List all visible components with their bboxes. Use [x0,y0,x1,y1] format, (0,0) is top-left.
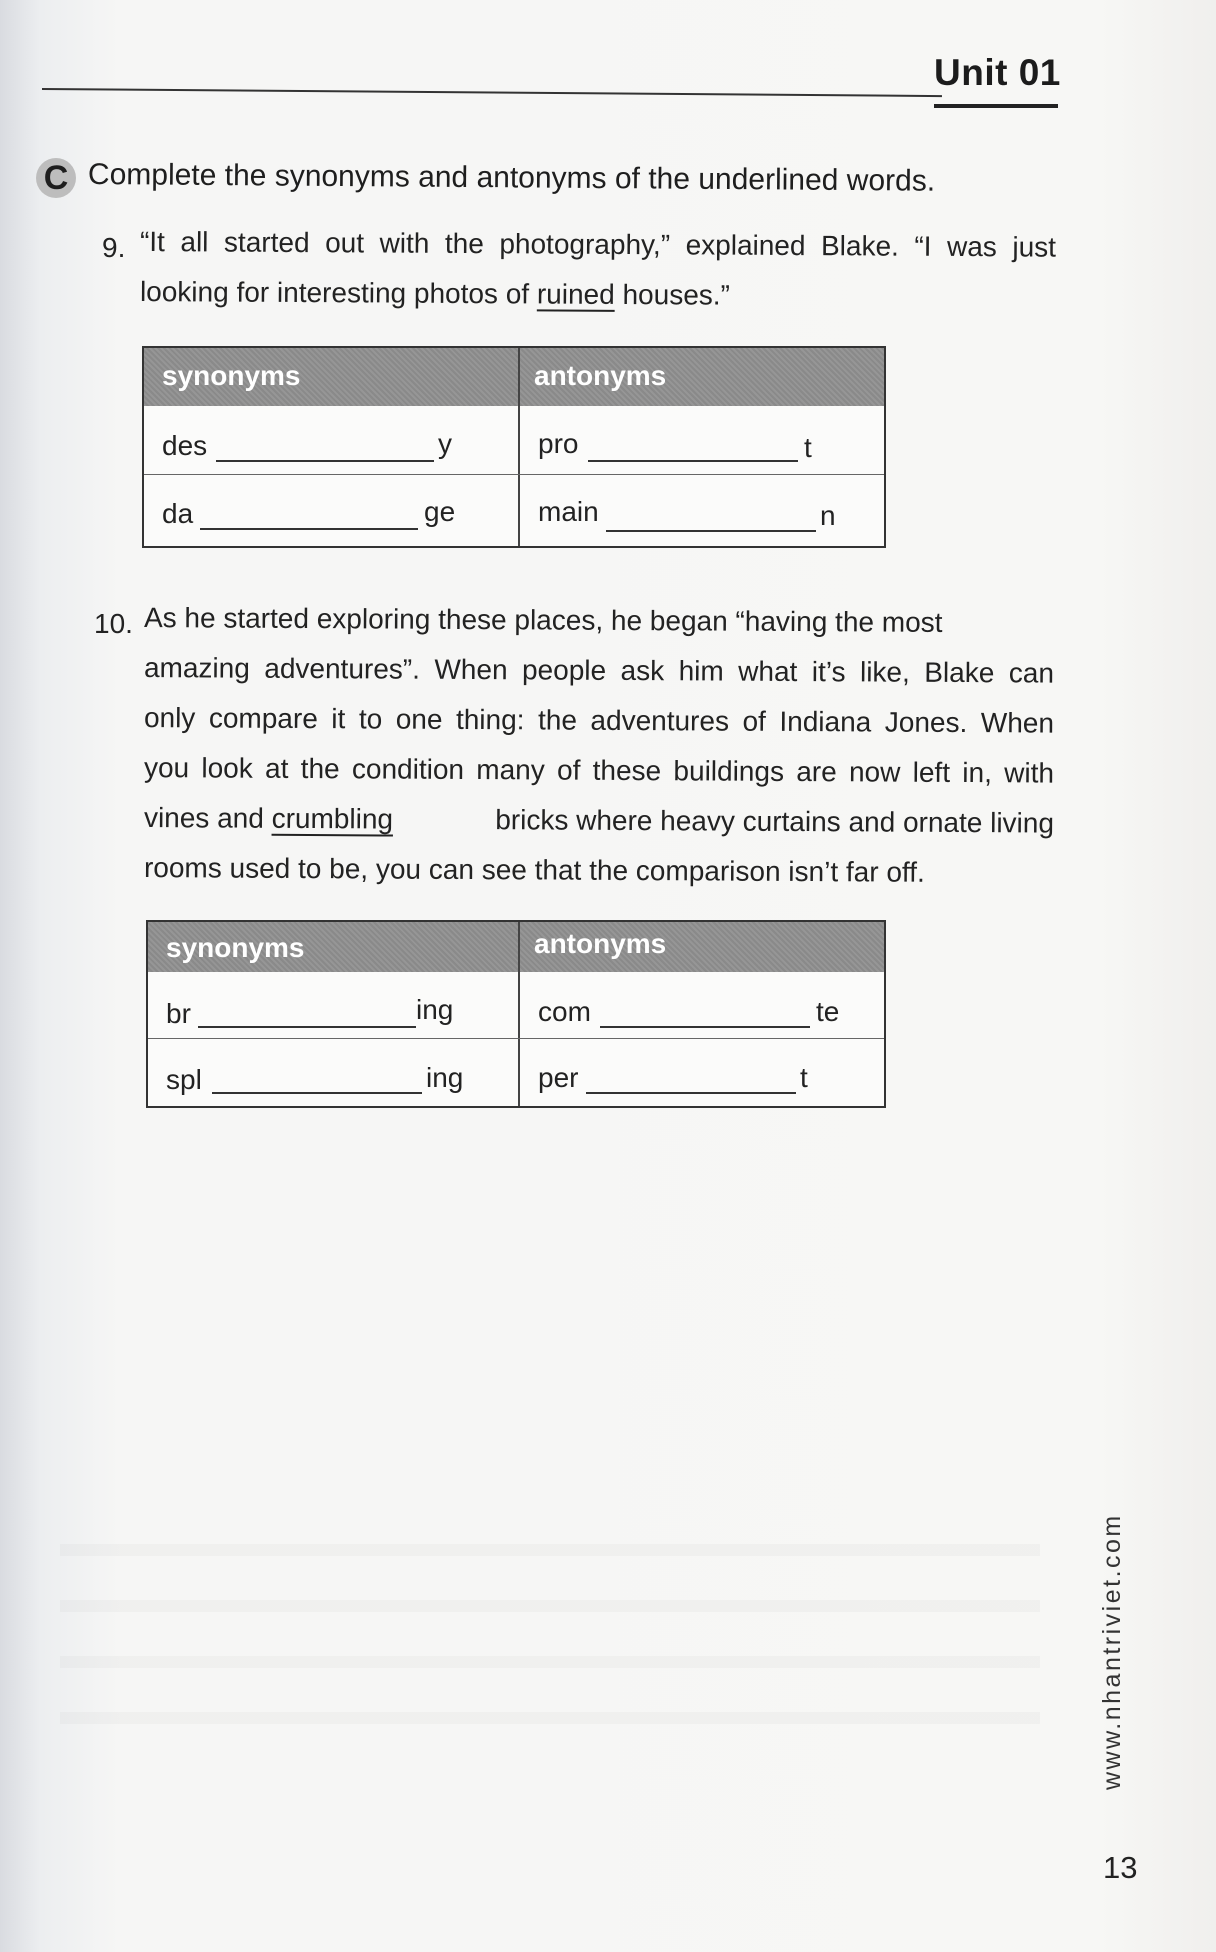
synonym-1-blank[interactable] [216,460,434,462]
question-10-number: 10. [94,608,133,639]
antonym-2-suffix: n [820,500,836,531]
publisher-website: www.nhantriviet.com [1098,1513,1126,1790]
unit-title-underline [934,104,1058,108]
page-number: 13 [1103,1850,1138,1885]
question-9-number: 9. [102,232,126,263]
question-10-line-1: As he started exploring these places, he began “having the most [143,602,943,638]
synonym-2-suffix: ge [424,496,456,527]
antonym-2-blank[interactable] [586,1092,796,1094]
antonyms-header: antonyms [534,928,667,959]
question-10-line-3: only compare it to one thing: the adventures of Indiana Jones. When [143,702,1055,739]
header-rule [42,88,942,97]
synonym-1-suffix: ing [416,994,454,1025]
section-instruction: Complete the synonyms and antonyms of the underlined words. [87,158,936,198]
synonyms-header: synonyms [162,360,301,391]
synonym-2-prefix: da [162,498,194,529]
question-9-word-table [142,346,886,548]
question-10-word-table [146,920,886,1108]
question-10-line-5-start [144,802,393,836]
question-10-line-6: rooms used to be, you can see that the comparison isn’t far off. [143,852,925,888]
question-10-line-2: amazing adventures”. When people ask him what it’s like, Blake can [143,652,1055,689]
page-bleed-through [60,1500,1040,1760]
column-divider [518,922,520,1106]
question-9-text-end: houses.” [614,278,731,311]
antonym-2-prefix: main [538,496,599,527]
question-10-line-5-end: bricks where heavy curtains and ornate living [495,804,1055,839]
question-10-line-5 [144,802,1054,840]
row-divider [144,474,884,475]
antonym-1-blank[interactable] [588,460,798,462]
synonym-1-suffix: y [438,428,452,459]
column-divider [518,348,520,546]
antonym-2-prefix: per [538,1062,579,1093]
antonym-1-blank[interactable] [600,1026,810,1028]
unit-title: Unit 01 [934,52,1061,93]
antonym-1-prefix: com [538,996,591,1027]
underlined-word-crumbling: crumbling [271,802,394,835]
synonym-2-suffix: ing [426,1062,464,1093]
question-10-line-4: you look at the condition many of these buildings are now left in, with [143,752,1055,789]
question-10-text: vines and [143,802,272,834]
synonym-1-blank[interactable] [198,1026,416,1028]
antonym-1-suffix: t [804,432,812,463]
antonyms-header: antonyms [534,360,667,391]
question-9-line-1: “It all started out with the photography,” explained Blake. “I was just [139,226,1057,263]
underlined-word-ruined: ruined [536,278,615,310]
antonym-1-suffix: te [816,996,840,1027]
synonym-2-blank[interactable] [200,528,418,530]
synonyms-header: synonyms [166,932,305,963]
synonym-1-prefix: des [162,430,208,461]
synonym-2-prefix: spl [166,1064,202,1095]
antonym-2-blank[interactable] [606,530,816,532]
antonym-2-suffix: t [800,1062,808,1093]
synonym-2-blank[interactable] [212,1092,422,1094]
section-letter-badge: C [36,158,76,198]
synonym-1-prefix: br [166,998,191,1029]
question-9-text: looking for interesting photos of [139,276,538,310]
antonym-1-prefix: pro [538,428,579,459]
row-divider [148,1038,884,1039]
question-9-line-2 [140,276,730,312]
